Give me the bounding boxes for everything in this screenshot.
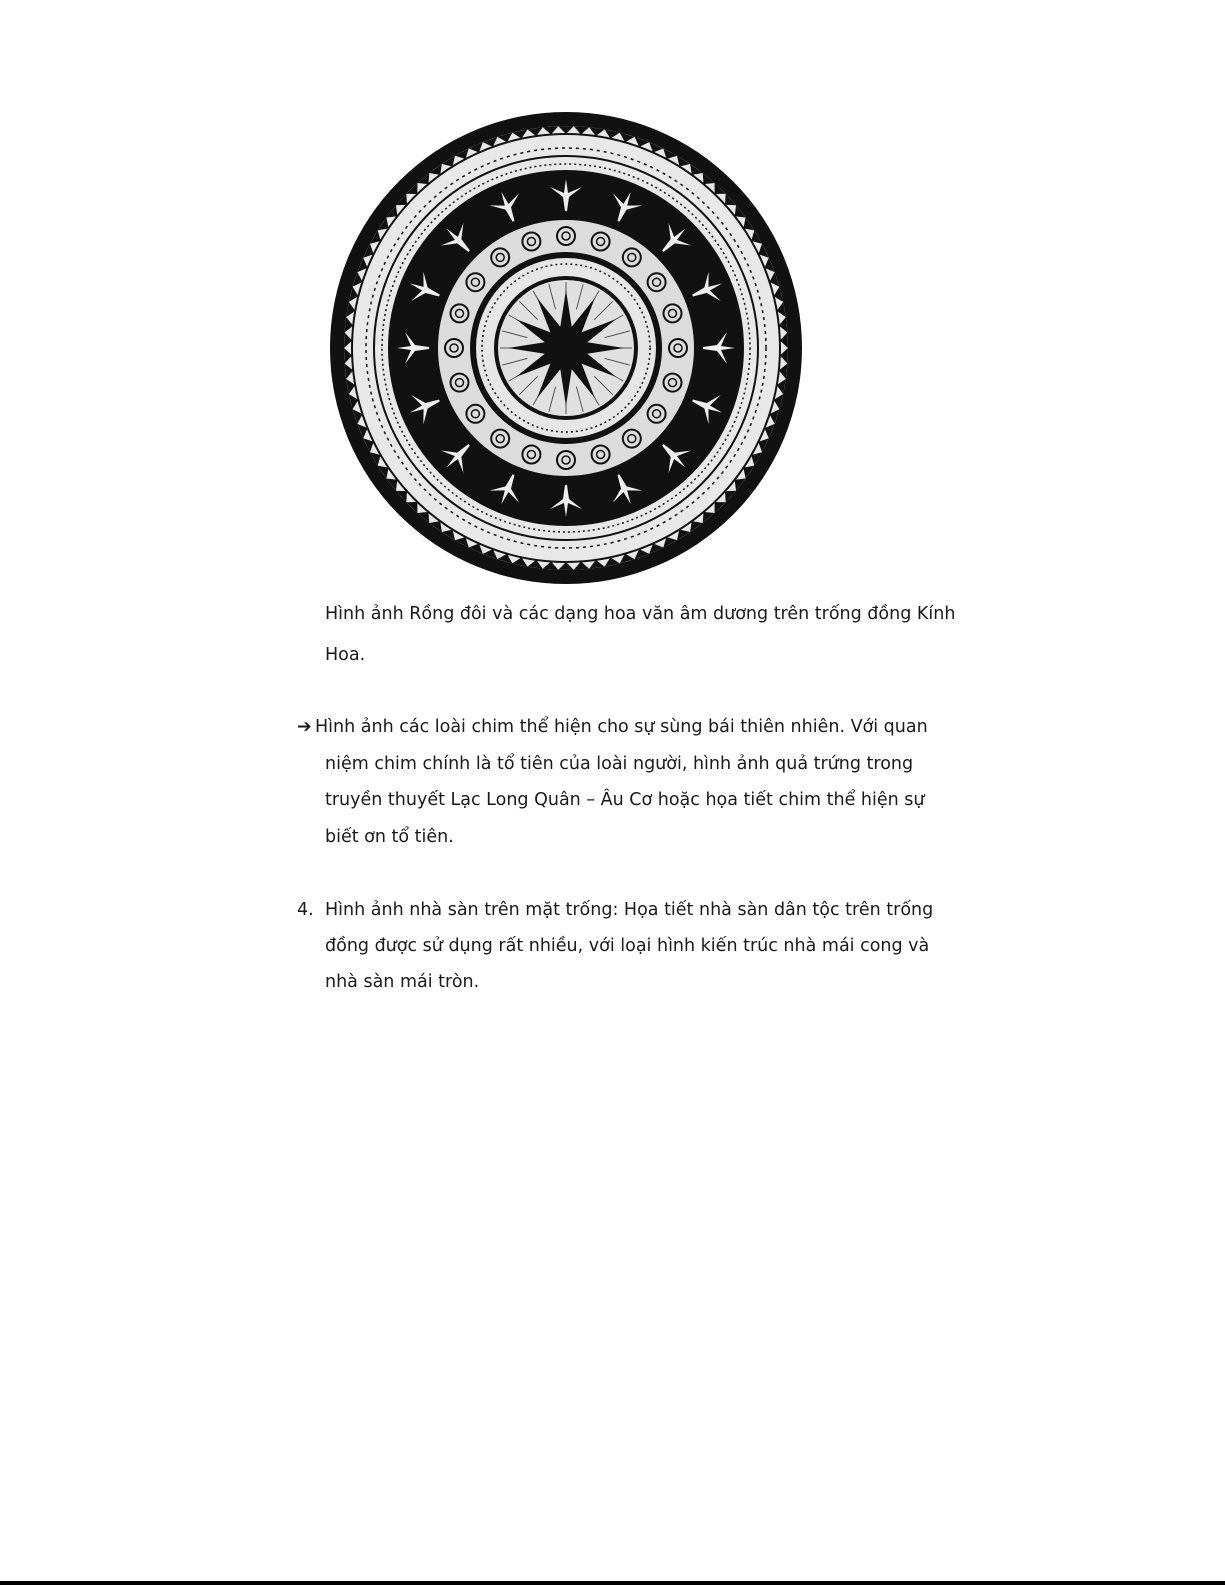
bird-note-line-1: Hình ảnh các loài chim thể hiện cho sự sùng bái thiên nhiên. Với quan: [315, 717, 928, 737]
bird-note-line-4: biết ơn tổ tiên.: [325, 827, 454, 847]
arrow-bullet-icon: ➔: [297, 717, 312, 737]
list-item-4-line-3: nhà sàn mái tròn.: [325, 972, 480, 992]
bird-note-line-2: niệm chim chính là tổ tiên của loài người, hình ảnh quả trứng trong: [325, 754, 914, 774]
figure-caption-line-1: Hình ảnh Rồng đôi và các dạng hoa văn âm dương trên trống đồng Kính: [325, 604, 956, 624]
bird-note-line-3: truyền thuyết Lạc Long Quân – Âu Cơ hoặc họa tiết chim thể hiện sự: [325, 790, 925, 810]
bronze-drum-illustration: [330, 112, 802, 584]
list-marker-4: 4.: [297, 900, 314, 920]
list-item-4-line-1: Hình ảnh nhà sàn trên mặt trống: Họa tiết nhà sàn dân tộc trên trống: [325, 900, 934, 920]
figure-caption-line-2: Hoa.: [325, 645, 366, 665]
list-item-4-line-2: đồng được sử dụng rất nhiều, với loại hình kiến trúc nhà mái cong và: [325, 936, 930, 956]
page-bottom-rule: [0, 1581, 1225, 1585]
